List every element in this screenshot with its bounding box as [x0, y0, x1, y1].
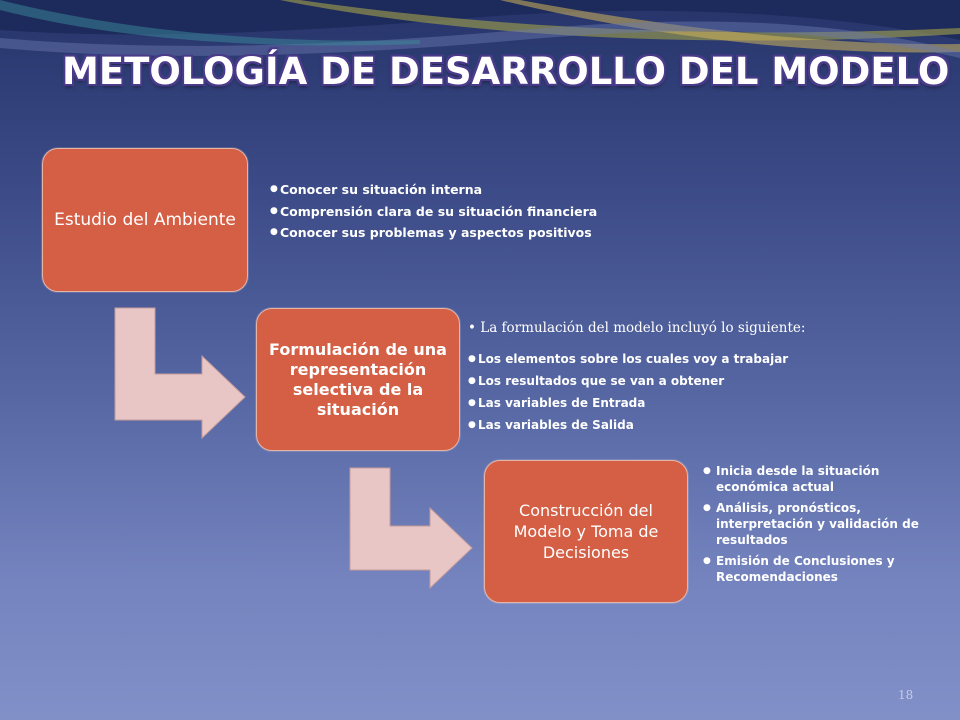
bullet-item: ● Las variables de Salida — [468, 414, 788, 436]
bullet-item: ● Emisión de Conclusiones y Recomendaciones — [703, 553, 931, 585]
bullet-item: ● Las variables de Entrada — [468, 392, 788, 414]
step-box-label: Construcción del Modelo y Toma de Decisiones — [513, 501, 659, 562]
step-2-bullets — [468, 348, 788, 436]
step-1-bullets — [270, 179, 597, 244]
bullet-item: ● Análisis, pronósticos, interpretación y validación de resultados — [703, 500, 931, 548]
bent-arrow-1 — [115, 308, 245, 438]
step-box-label: Formulación de una representación selectiva de la situación — [269, 339, 447, 419]
bullet-item: ● Conocer su situación interna — [270, 179, 597, 201]
step-box-estudio — [42, 148, 248, 292]
slide-title: METOLOGÍA DE DESARROLLO DEL MODELO — [62, 50, 950, 93]
step-box-label: Estudio del Ambiente — [54, 210, 236, 230]
bullet-item: ● Comprensión clara de su situación financiera — [270, 201, 597, 223]
step-3-bullets — [703, 463, 931, 590]
step-box-construccion — [484, 460, 688, 603]
page-number: 18 — [898, 688, 914, 702]
bullet-item: ● Conocer sus problemas y aspectos positivos — [270, 222, 597, 244]
bullet-item: ● Inicia desde la situación económica actual — [703, 463, 931, 495]
step-2-intro: • La formulación del modelo incluyó lo siguiente: — [468, 320, 806, 336]
step-box-formulacion — [256, 308, 460, 451]
bullet-item: ● Los elementos sobre los cuales voy a trabajar — [468, 348, 788, 370]
bullet-item: ● Los resultados que se van a obtener — [468, 370, 788, 392]
bent-arrow-2 — [350, 468, 472, 588]
